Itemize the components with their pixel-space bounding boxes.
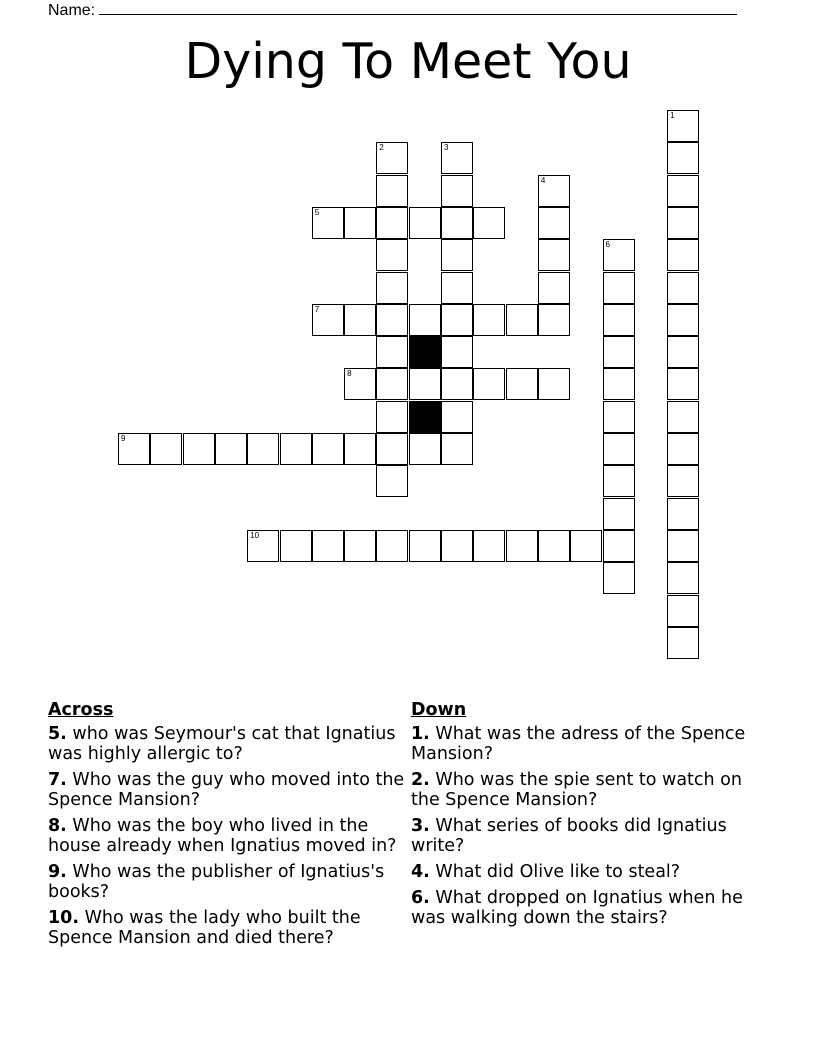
grid-cell[interactable] bbox=[538, 530, 570, 562]
down-clues bbox=[411, 700, 771, 934]
grid-cell[interactable] bbox=[506, 530, 538, 562]
grid-cell[interactable] bbox=[247, 433, 279, 465]
grid-cell[interactable] bbox=[376, 336, 408, 368]
grid-cell[interactable] bbox=[506, 304, 538, 336]
cell-number: 10 bbox=[250, 530, 260, 540]
grid-cell[interactable] bbox=[409, 304, 441, 336]
grid-cell[interactable] bbox=[376, 401, 408, 433]
grid-cell[interactable] bbox=[344, 207, 376, 239]
across-clue bbox=[48, 862, 408, 902]
grid-cell[interactable] bbox=[441, 336, 473, 368]
grid-cell[interactable] bbox=[376, 239, 408, 271]
grid-cell[interactable] bbox=[376, 175, 408, 207]
grid-cell[interactable] bbox=[473, 304, 505, 336]
grid-cell[interactable] bbox=[667, 175, 699, 207]
grid-cell[interactable] bbox=[344, 530, 376, 562]
down-clue bbox=[411, 888, 771, 928]
cell-number: 9 bbox=[121, 434, 126, 443]
cell-number: 2 bbox=[379, 143, 384, 153]
grid-cell[interactable] bbox=[312, 530, 344, 562]
cell-number: 3 bbox=[444, 143, 449, 153]
grid-cell[interactable] bbox=[667, 595, 699, 627]
down-heading: Down bbox=[411, 700, 467, 720]
cell-number: 6 bbox=[605, 240, 610, 250]
grid-cell[interactable] bbox=[667, 465, 699, 497]
grid-cell[interactable] bbox=[667, 142, 699, 174]
grid-cell[interactable] bbox=[344, 368, 376, 400]
name-label: Name: bbox=[48, 2, 96, 19]
grid-cell[interactable] bbox=[473, 530, 505, 562]
grid-cell[interactable] bbox=[667, 336, 699, 368]
grid-cell[interactable] bbox=[603, 368, 635, 400]
black-cell bbox=[409, 401, 441, 433]
clue-text: Who was the spie sent to watch on the Spence Mansion? bbox=[411, 770, 742, 810]
grid-cell[interactable] bbox=[667, 368, 699, 400]
grid-cell[interactable] bbox=[570, 530, 602, 562]
grid-cell[interactable] bbox=[603, 562, 635, 594]
cell-number: 7 bbox=[314, 304, 320, 314]
across-clue bbox=[48, 908, 408, 948]
clue-number: 8. bbox=[48, 816, 67, 836]
grid-cell[interactable] bbox=[667, 627, 699, 659]
grid-cell[interactable] bbox=[409, 530, 441, 562]
grid-cell[interactable] bbox=[667, 562, 699, 594]
down-clue bbox=[411, 816, 771, 856]
across-clue bbox=[48, 816, 408, 856]
grid-cell[interactable] bbox=[603, 465, 635, 497]
grid-cell[interactable] bbox=[376, 142, 408, 174]
clue-text: What did Olive like to steal? bbox=[429, 862, 681, 882]
across-clues bbox=[48, 700, 408, 954]
grid-cell[interactable] bbox=[538, 304, 570, 336]
grid-cell[interactable] bbox=[603, 304, 635, 336]
cell-number: 1 bbox=[670, 111, 675, 120]
clue-number: 4. bbox=[411, 862, 430, 882]
clue-text: What series of books did Ignatius write? bbox=[411, 816, 727, 856]
grid-cell[interactable] bbox=[376, 368, 408, 400]
grid-cell[interactable] bbox=[667, 530, 699, 562]
cell-number: 4 bbox=[540, 175, 546, 185]
clue-text: Who was the boy who lived in the house already when Ignatius moved in? bbox=[48, 816, 397, 856]
grid-cell[interactable] bbox=[538, 239, 570, 271]
clue-number: 1. bbox=[411, 724, 430, 744]
clue-text: Who was the guy who moved into the Spence Mansion? bbox=[48, 770, 405, 810]
cell-number: 8 bbox=[347, 369, 352, 379]
clue-text: What dropped on Ignatius when he was walking down the stairs? bbox=[411, 888, 743, 928]
grid-cell[interactable] bbox=[441, 175, 473, 207]
black-cell bbox=[409, 336, 441, 368]
down-clue bbox=[411, 724, 771, 764]
grid-cell[interactable] bbox=[409, 207, 441, 239]
across-clue bbox=[48, 770, 408, 810]
grid-cell[interactable] bbox=[376, 272, 408, 304]
grid-cell[interactable] bbox=[280, 530, 312, 562]
grid-cell[interactable] bbox=[150, 433, 182, 465]
grid-cell[interactable] bbox=[667, 498, 699, 530]
grid-cell[interactable] bbox=[376, 207, 408, 239]
clue-number: 6. bbox=[411, 888, 430, 908]
grid-cell[interactable] bbox=[603, 433, 635, 465]
clue-text: Who was the publisher of Ignatius's books? bbox=[48, 862, 385, 902]
clue-number: 2. bbox=[411, 770, 430, 790]
clue-text: Who was the lady who built the Spence Mansion and died there? bbox=[48, 908, 361, 948]
grid-cell[interactable] bbox=[667, 272, 699, 304]
grid-cell[interactable] bbox=[118, 433, 150, 465]
grid-cell[interactable] bbox=[312, 433, 344, 465]
grid-cell[interactable] bbox=[667, 110, 699, 142]
grid-cell[interactable] bbox=[441, 142, 473, 174]
grid-cell[interactable] bbox=[441, 304, 473, 336]
clue-text: What was the adress of the Spence Mansion? bbox=[411, 724, 746, 764]
grid-cell[interactable] bbox=[376, 530, 408, 562]
clue-number: 10. bbox=[48, 908, 80, 928]
grid-cell[interactable] bbox=[603, 239, 635, 271]
cell-number: 5 bbox=[314, 207, 320, 217]
grid-cell[interactable] bbox=[667, 239, 699, 271]
grid-cell[interactable] bbox=[603, 272, 635, 304]
clue-number: 5. bbox=[48, 724, 67, 744]
grid-cell[interactable] bbox=[376, 433, 408, 465]
clue-text: who was Seymour's cat that Ignatius was highly allergic to? bbox=[48, 724, 396, 764]
grid-cell[interactable] bbox=[506, 368, 538, 400]
across-heading: Across bbox=[48, 700, 114, 720]
clue-number: 7. bbox=[48, 770, 67, 790]
grid-cell[interactable] bbox=[667, 401, 699, 433]
grid-cell[interactable] bbox=[312, 207, 344, 239]
grid-cell[interactable] bbox=[376, 465, 408, 497]
grid-cell[interactable] bbox=[473, 207, 505, 239]
grid-cell[interactable] bbox=[183, 433, 215, 465]
grid-cell[interactable] bbox=[603, 336, 635, 368]
grid-cell[interactable] bbox=[667, 433, 699, 465]
grid-cell[interactable] bbox=[215, 433, 247, 465]
grid-cell[interactable] bbox=[538, 175, 570, 207]
grid-cell[interactable] bbox=[667, 207, 699, 239]
grid-cell[interactable] bbox=[441, 239, 473, 271]
grid-cell[interactable] bbox=[603, 401, 635, 433]
grid-cell[interactable] bbox=[538, 368, 570, 400]
grid-cell[interactable] bbox=[280, 433, 312, 465]
clue-number: 9. bbox=[48, 862, 67, 882]
grid-cell[interactable] bbox=[667, 304, 699, 336]
grid-cell[interactable] bbox=[603, 530, 635, 562]
grid-cell[interactable] bbox=[344, 433, 376, 465]
grid-cell[interactable] bbox=[441, 272, 473, 304]
grid-cell[interactable] bbox=[247, 530, 279, 562]
grid-cell[interactable] bbox=[538, 207, 570, 239]
grid-cell[interactable] bbox=[441, 433, 473, 465]
clue-number: 3. bbox=[411, 816, 430, 836]
grid-cell[interactable] bbox=[538, 272, 570, 304]
grid-cell[interactable] bbox=[409, 433, 441, 465]
grid-cell[interactable] bbox=[603, 498, 635, 530]
puzzle-title: Dying To Meet You bbox=[184, 33, 632, 90]
grid-cell[interactable] bbox=[409, 368, 441, 400]
grid-cell[interactable] bbox=[441, 401, 473, 433]
grid-cell[interactable] bbox=[376, 304, 408, 336]
grid-cell[interactable] bbox=[441, 530, 473, 562]
grid-cell[interactable] bbox=[441, 368, 473, 400]
grid-cell[interactable] bbox=[344, 304, 376, 336]
grid-cell[interactable] bbox=[473, 368, 505, 400]
grid-cell[interactable] bbox=[441, 207, 473, 239]
grid-cell[interactable] bbox=[312, 304, 344, 336]
down-clue bbox=[411, 862, 771, 882]
across-clue bbox=[48, 724, 408, 764]
down-clue bbox=[411, 770, 771, 810]
